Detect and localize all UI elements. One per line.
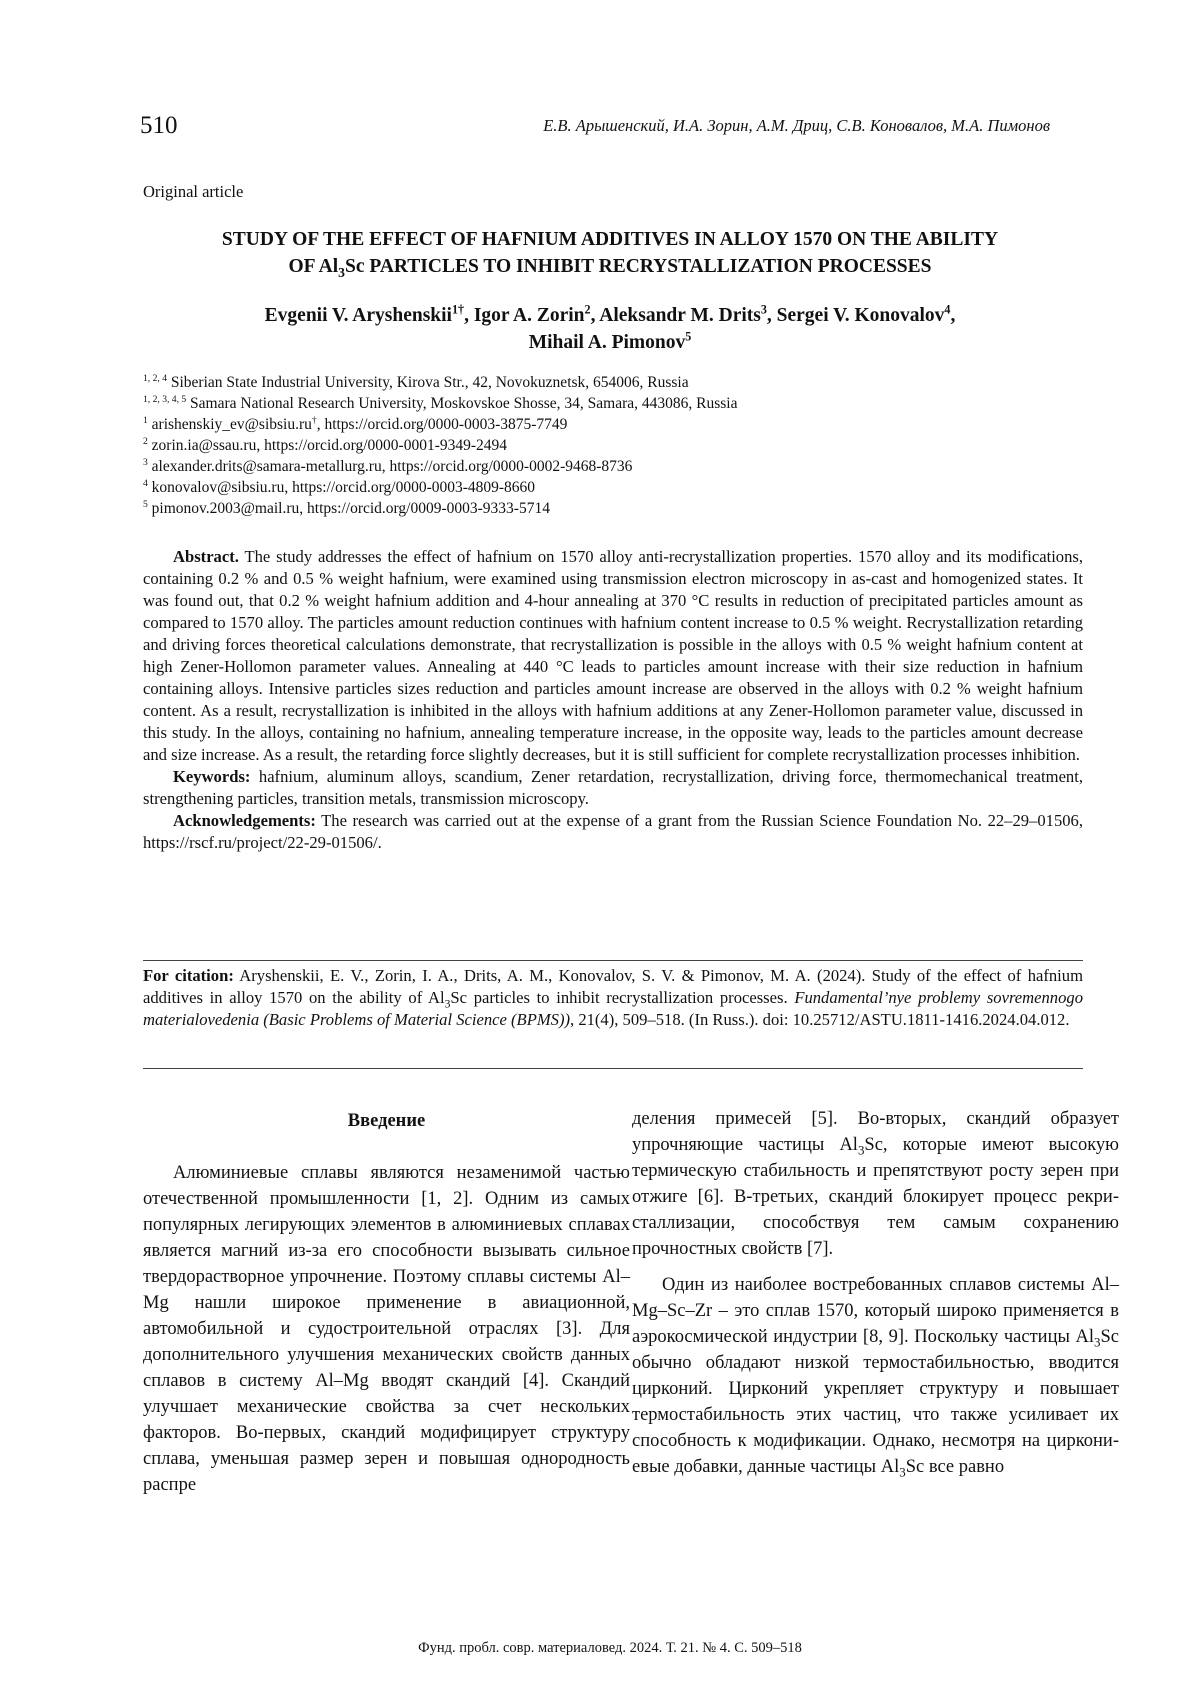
contact-mark: 1 [143, 414, 148, 426]
affiliation-mark: 1, 2, 4 [143, 372, 167, 384]
article-type: Original article [143, 182, 244, 201]
abstract-block [143, 546, 1083, 854]
keywords-text: hafnium, aluminum alloys, scandium, Zener retardation, recrystallization, driving force, thermomechanical treatment, strengthening particles, transition metals, transmission microscopy. [143, 767, 1083, 808]
citation-block [143, 965, 1083, 1031]
body-text: Sc, которые имеют высокую термическую стабильность и препятствуют росту зерен при отжиге [6]. В-третьих, скандий блокирует процесс рекристаллизации, способствуя тем самым сохранению прочностных свойств [7]. [632, 1135, 1119, 1259]
affiliation-line [143, 372, 1083, 393]
contact-text: arishenskiy_ev@sibsiu.ru [147, 416, 312, 433]
divider [143, 1068, 1083, 1069]
subscript: 3 [444, 997, 451, 1011]
body-paragraph [632, 1272, 1119, 1480]
authors-line-2 [140, 329, 1080, 356]
separator: , [766, 305, 777, 326]
body-text: Sc обычно обладают низкой термостабильностью, вводится цирконий. Цирконий укрепляет структуру и повышает термостабильность этих частиц, что также усиливает их способность к модификации. Однако, несмотря на циркониевые добавки, данные частицы Al [632, 1327, 1119, 1477]
contact-line [143, 414, 1083, 435]
running-authors: Е.В. Арышенский, И.А. Зорин, А.М. Дриц, С.В. Коновалов, М.А. Пимонов [543, 116, 1050, 135]
page-footer: Фунд. пробл. совр. материаловед. 2024. Т. 21. № 4. С. 509–518 [418, 1640, 802, 1656]
body-column-right [632, 1106, 1119, 1480]
divider [143, 960, 1083, 961]
subscript: 3 [338, 264, 345, 280]
contact-line [143, 456, 1083, 477]
page-number: 510 [140, 112, 178, 139]
keywords [143, 766, 1083, 810]
contact-text: konovalov@sibsiu.ru, https://orcid.org/0000-0003-4809-8660 [147, 479, 536, 496]
body-paragraph [632, 1106, 1119, 1262]
author-mark: 1† [451, 302, 465, 317]
subscript: 3 [857, 1142, 865, 1158]
separator: , [950, 305, 956, 326]
contact-text: alexander.drits@samara-metallurg.ru, https://orcid.org/0000-0002-9468-8736 [147, 458, 633, 475]
affiliation-line [143, 393, 1083, 414]
acknowledgements-label: Acknowledgements: [173, 811, 316, 830]
author-name: Evgenii V. Aryshenskii [264, 305, 452, 326]
contact-text: pimonov.2003@mail.ru, https://orcid.org/0009-0003-9333-5714 [147, 500, 550, 517]
subscript: 3 [1094, 1334, 1101, 1350]
section-heading: Введение [347, 1111, 426, 1131]
author-name: Sergei V. Konovalov [776, 305, 945, 326]
acknowledgements [143, 810, 1083, 854]
author-list [140, 302, 1080, 356]
author-name: Mihail A. Pimonov [528, 332, 686, 353]
contact-mark: 3 [143, 456, 148, 468]
keywords-label: Keywords: [173, 767, 251, 786]
running-header [140, 112, 1050, 148]
title-text: Sc PARTICLES TO INHIBIT RECRYSTALLIZATION PROCESSES [344, 256, 932, 277]
citation-text: , 21(4), 509–518. (In Russ.). doi: 10.25712/ASTU.1811-1416.2024.04.012. [570, 1010, 1070, 1029]
corresponding-mark: † [311, 414, 317, 426]
article-title [140, 226, 1080, 280]
author-mark: 4 [944, 302, 951, 317]
title-line-2 [140, 253, 1080, 280]
authors-line-1 [140, 302, 1080, 329]
contact-line [143, 477, 1083, 498]
abstract-label: Abstract. [173, 547, 239, 566]
body-column-left [143, 1108, 630, 1498]
citation-text: Sc particles to inhibit recrystallization processes. [450, 988, 795, 1007]
author-mark: 3 [760, 302, 767, 317]
contact-mark: 4 [143, 477, 148, 489]
body-text: деления примесей [5]. Во-вторых, скандий образует упрочняющие частицы Al [632, 1109, 1119, 1155]
affiliation-mark: 1, 2, 3, 4, 5 [143, 393, 187, 405]
contact-line [143, 435, 1083, 456]
affiliation-text: Samara National Research University, Moskovskoe Shosse, 34, Samara, 443086, Russia [186, 395, 738, 412]
body-paragraph: Алюминиевые сплавы являются незаменимой частью отечественной промышленности [1, 2]. Одним из самых популярных легирующих элементов в алюминиевых сплавах является магний из-за его способности вызывать сильное твердорастворное упрочнение. Поэтому сплавы системы Al–Mg нашли широкое применение в авиационной, автомобильной и судостроительной отраслях [3]. Для дополнительного улучшения механических свойств данных сплавов в систему Al–Mg вводят скандий [4]. Скандий улучшает механические свойства за счет нескольких факторов. Во-первых, скандий модифицирует структуру сплава, уменьшая размер зерен и повышая однородность распре [143, 1163, 630, 1495]
separator: , [590, 305, 600, 326]
author-mark: 5 [685, 329, 692, 344]
author-name: Igor A. Zorin [473, 305, 585, 326]
author-mark: 2 [584, 302, 591, 317]
abstract [143, 546, 1083, 766]
affiliations [143, 372, 1083, 519]
contact-mark: 2 [143, 435, 148, 447]
author-name: Aleksandr M. Drits [599, 305, 761, 326]
title-text: OF Al [288, 256, 339, 277]
body-text: Sc все равно [905, 1457, 1005, 1477]
body-text: Один из наиболее востребованных сплавов системы Al–Mg–Sc–Zr – это сплав 1570, который широко применяется в аэрокосмической индустрии [8, 9]. Поскольку частицы Al [632, 1275, 1119, 1347]
citation-label: For citation: [143, 966, 234, 985]
subscript: 3 [899, 1464, 906, 1480]
separator: , [464, 305, 474, 326]
contact-line [143, 498, 1083, 519]
title-line-1: STUDY OF THE EFFECT OF HAFNIUM ADDITIVES IN ALLOY 1570 ON THE ABILITY [221, 229, 999, 250]
contact-text: zorin.ia@ssau.ru, https://orcid.org/0000-0001-9349-2494 [147, 437, 508, 454]
affiliation-text: Siberian State Industrial University, Kirova Str., 42, Novokuznetsk, 654006, Russia [166, 374, 689, 391]
acknowledgements-text: The research was carried out at the expense of a grant from the Russian Science Foundation No. 22–29–01506, https://rscf.ru/project/22-29-01506/. [143, 811, 1083, 852]
contact-mark: 5 [143, 498, 148, 510]
abstract-text: The study addresses the effect of hafnium on 1570 alloy anti-recrystallization properties. 1570 alloy and its modifications, containing 0.2 % and 0.5 % weight hafnium, were examined using transmission electron microscopy in as-cast and homogenized states. It was found out, that 0.2 % weight hafnium addition and 4-hour annealing at 370 °C results in reduction of precipitated particles amount as compared to 1570 alloy. The particles amount reduction continues with hafnium content increase to 0.5 % weight. Recrystallization retarding and driving forces theoretical calculations demonstrate, that recrystallization is possible in the alloys with 0.5 % weight hafnium content at high Zener-Hollomon parameter values. Annealing at 440 °C leads to particles amount increase with their size reduction in hafnium containing alloys. Intensive particles sizes reduction and particles amount increase are observed in the alloys with 0.2 % weight hafnium content. As a result, recrystallization is inhibited in the alloys with hafnium additions at any Zener-Hollomon parameter value, discussed in this study. In the alloys, containing no hafnium, annealing temperature increase, in the opposite way, leads to the particles amount decrease and size increase. As a result, the retarding force slightly decreases, but it is still sufficient for complete recrystallization processes inhibition. [143, 547, 1083, 764]
contact-text: , https://orcid.org/0000-0003-3875-7749 [316, 416, 568, 433]
journal-name: Fundamental’nye problemy sovremennogo materialovedenia (Basic Problems of Material Science (BPMS)) [143, 988, 1083, 1029]
citation-text: Aryshenskii, E. V., Zorin, I. A., Drits, A. M., Konovalov, S. V. & Pimonov, M. A. (2024). Study of the effect of hafnium additives in alloy 1570 on the ability of Al [143, 966, 1083, 1007]
